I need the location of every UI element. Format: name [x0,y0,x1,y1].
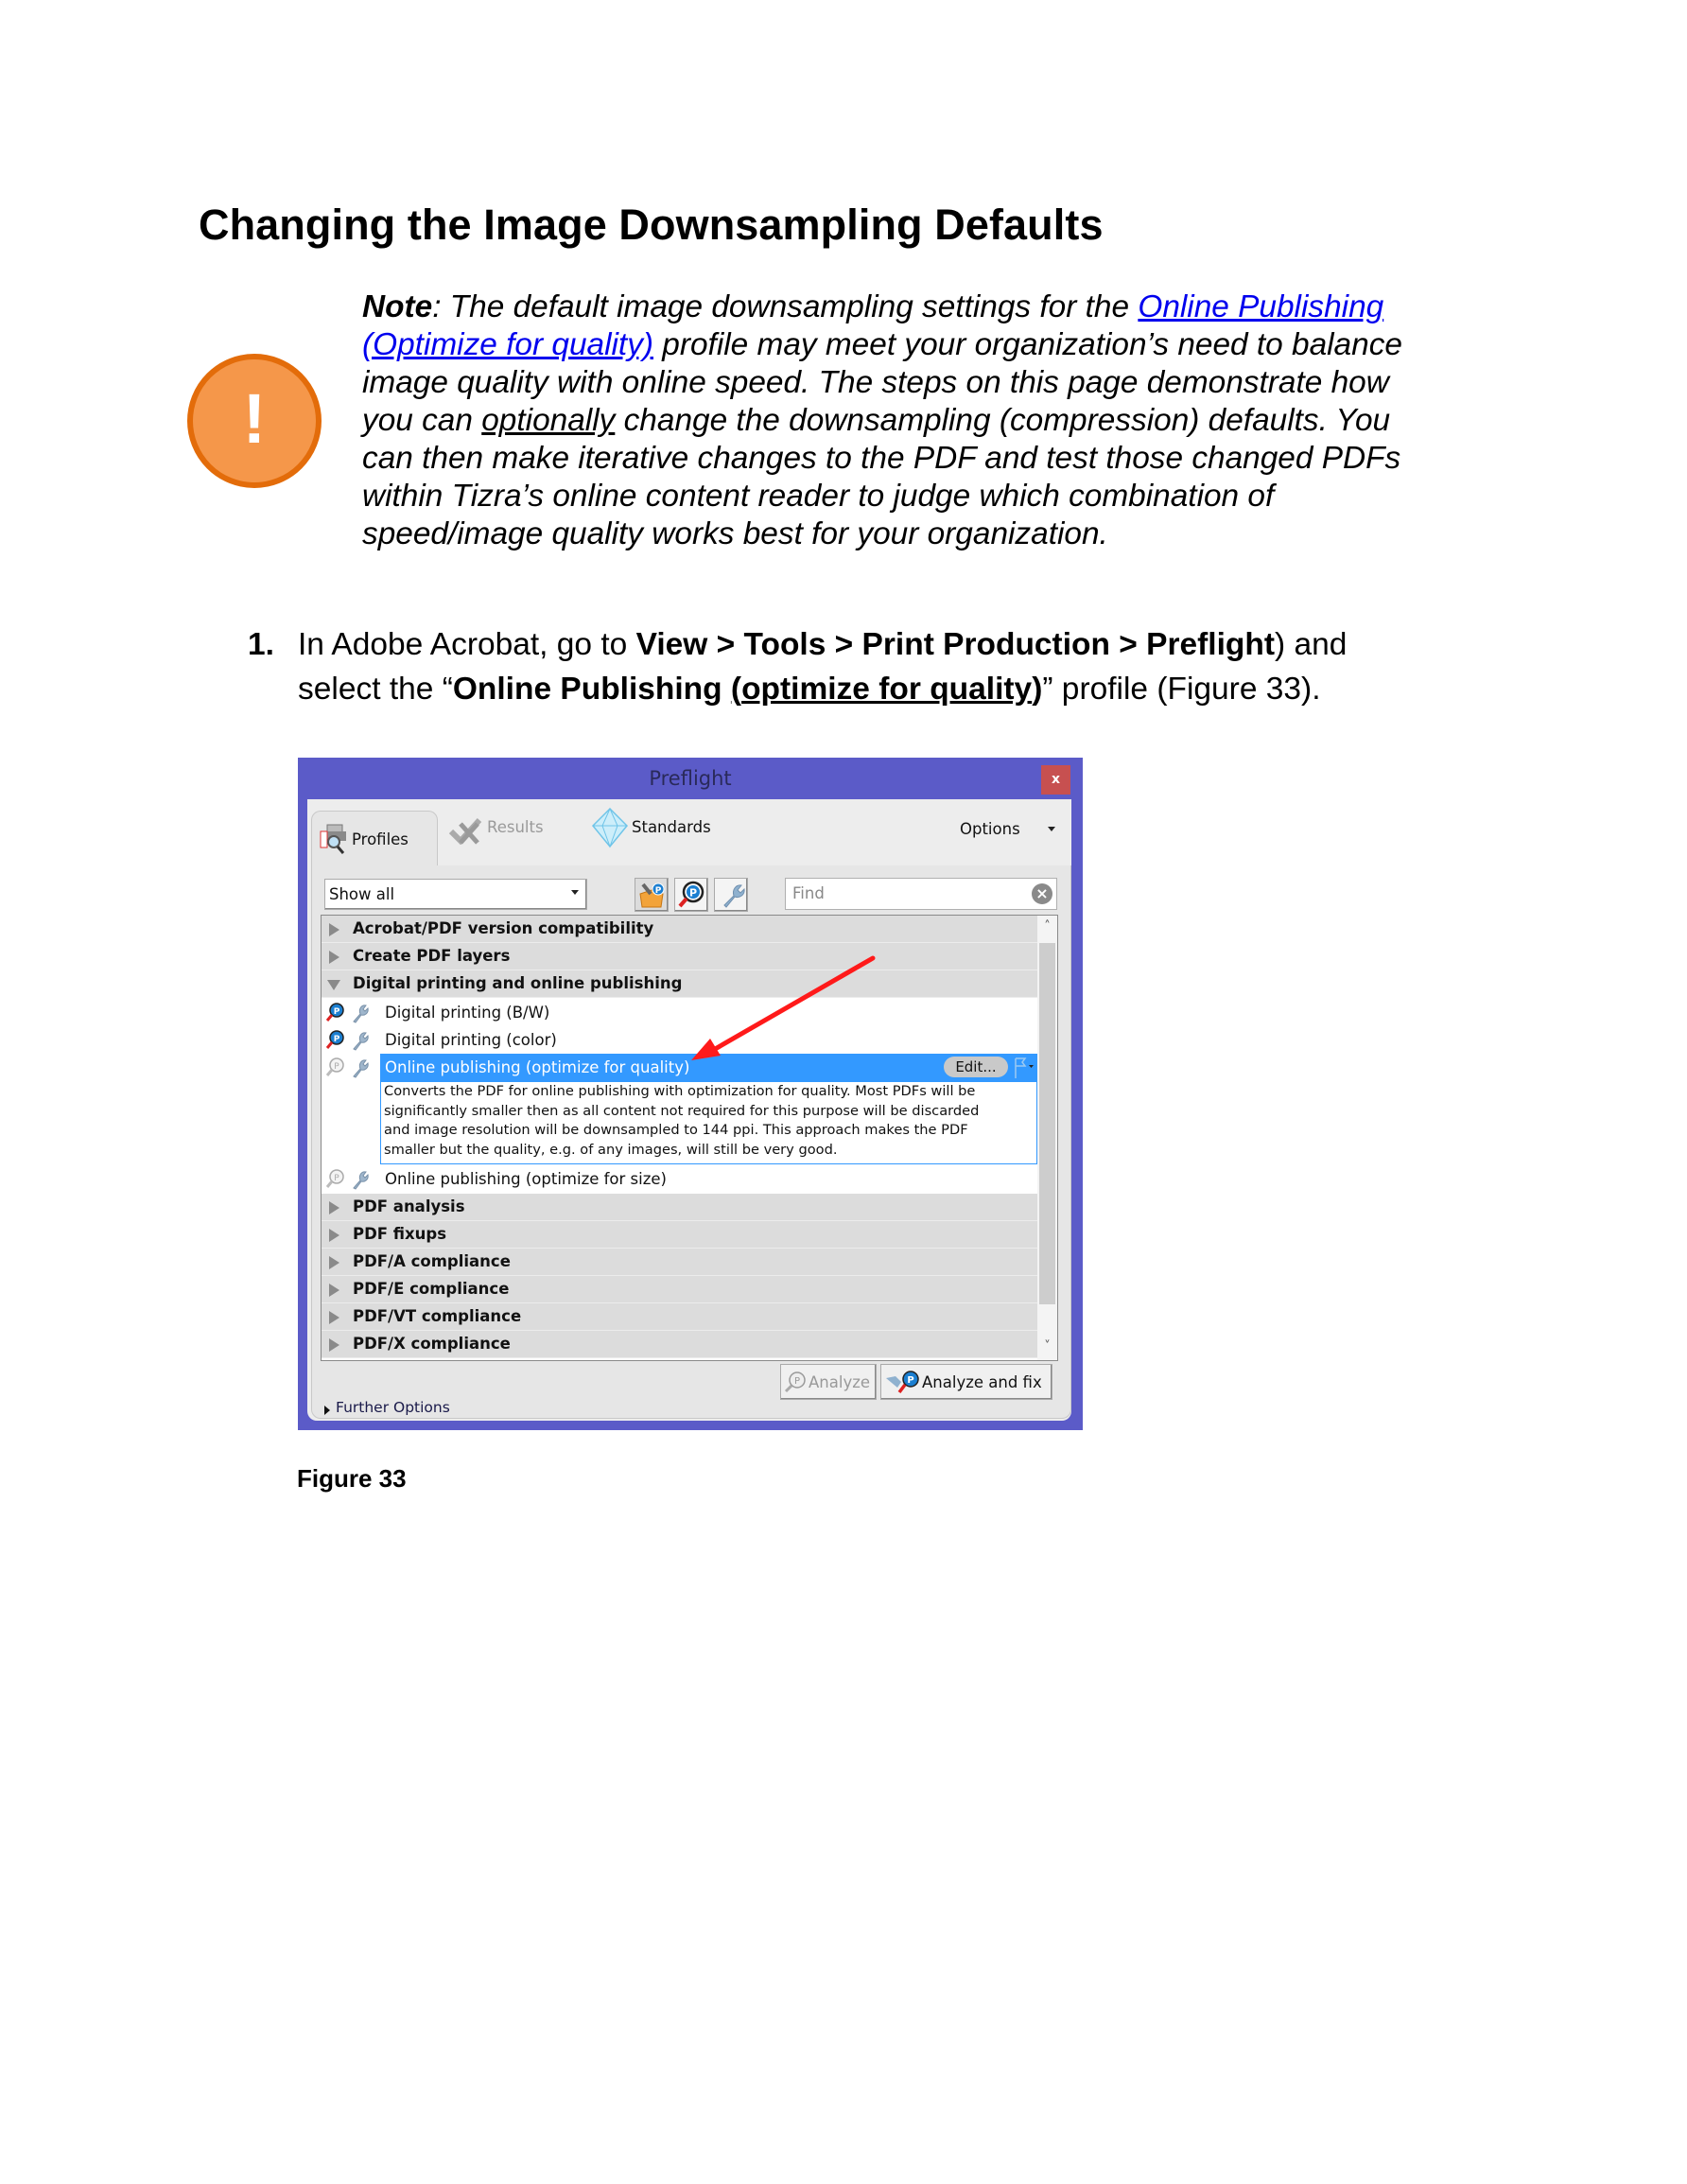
list-category[interactable] [322,1194,1037,1221]
collapse-arrow-icon[interactable] [327,980,340,990]
profile-name [453,672,1042,707]
description-line: smaller but the quality, e.g. of any images, will still be very good. [384,1141,838,1158]
expand-arrow-icon[interactable] [329,923,339,936]
svg-text:P: P [334,1062,339,1072]
menu-path: View > Tools > Print Production > Preflight [635,627,1275,662]
expand-arrow-icon[interactable] [329,1311,339,1324]
wrench-icon [350,1003,369,1023]
note-line [362,402,1478,440]
list-category[interactable] [322,1221,1037,1249]
flag-icon[interactable] [1014,1057,1035,1079]
note-line [362,288,1478,326]
description-line: and image resolution will be downsampled to 144 ppi. This approach makes the PDF [384,1122,968,1138]
note-label: Note [362,289,433,324]
note-text: profile may meet your organization’s need to balance [653,327,1402,362]
analyze-icon [325,1030,344,1049]
profiles-list[interactable] [321,915,1058,1361]
category-label: PDF fixups [353,1225,447,1243]
step-number: 1. [248,627,274,662]
filter-dropdown[interactable] [324,879,587,910]
svg-text:P: P [333,1007,340,1017]
profile-label: Digital printing (B/W) [385,1004,550,1022]
svg-text:P: P [654,886,662,896]
profile-description [380,1081,1037,1164]
wrench-icon [350,1057,369,1078]
analyze-icon [325,1003,344,1022]
find-placeholder: Find [792,884,825,902]
list-item[interactable] [322,1026,1037,1054]
analyze-label: Analyze [809,1373,871,1391]
expand-arrow-icon[interactable] [329,1229,339,1242]
list-category[interactable] [322,1249,1037,1276]
category-label: PDF/A compliance [353,1252,511,1270]
expand-arrow-icon [324,1406,330,1415]
analyze-icon [675,879,707,911]
fixup-button[interactable] [714,878,748,912]
list-item[interactable] [322,999,1037,1026]
dialog-panel [307,799,1071,1421]
further-options-label: Further Options [336,1399,450,1416]
dialog-title: Preflight [649,767,732,790]
options-label: Options [960,820,1020,838]
step-line [298,622,1347,667]
close-button[interactable]: x [1041,765,1070,795]
analyze-and-fix-button[interactable] [880,1364,1052,1400]
category-label: PDF/E compliance [353,1280,510,1298]
find-input[interactable] [785,878,1057,910]
note-line: can then make iterative changes to the PDF and test those changed PDFs [362,441,1401,476]
note-paragraph [362,288,1478,553]
wrench-icon [350,1030,369,1051]
tab-standards[interactable] [591,805,723,850]
step-text-part: ” profile (Figure 33). [1042,672,1321,707]
note-text: : The default image downsampling settings for the [432,289,1139,324]
list-item-selected[interactable] [322,1054,1037,1081]
expand-arrow-icon[interactable] [329,1338,339,1352]
analyze-profile-button[interactable] [674,878,708,912]
step-text-part: select the “ [298,672,453,707]
list-item[interactable] [322,1165,1037,1193]
profile-name-part: optimize for quality [741,672,1033,707]
svg-text:P: P [688,886,698,900]
analyze-disabled-icon [784,1371,807,1393]
analyze-and-fix-label: Analyze and fix [922,1373,1042,1391]
exclamation-icon: ! [242,379,267,458]
note-line: speed/image quality works best for your organization. [362,516,1108,551]
analyze-disabled-icon [325,1169,344,1188]
optionally-emphasis: optionally [481,403,616,438]
note-line: image quality with online speed. The steps on this page demonstrate how [362,365,1389,400]
results-icon [449,816,483,845]
online-publishing-link[interactable]: Online Publishing [1138,289,1384,324]
svg-text:P: P [907,1375,914,1386]
tab-standards-label: Standards [632,818,711,836]
list-scrollbar[interactable] [1037,916,1057,1360]
profiles-icon [320,823,350,855]
analyze-and-fix-icon [884,1369,922,1395]
clear-search-icon[interactable]: × [1032,883,1052,904]
edit-button[interactable]: Edit... [944,1057,1008,1077]
filter-value: Show all [329,885,395,903]
list-category[interactable] [322,1331,1037,1358]
chevron-down-icon [1048,827,1055,831]
tab-profiles-label: Profiles [352,830,409,848]
profile-name-part: Online Publishing [452,672,731,707]
scrollbar-thumb[interactable] [1039,943,1055,1304]
page-heading: Changing the Image Downsampling Defaults [199,201,1104,249]
note-text: you can [362,403,482,438]
expand-arrow-icon[interactable] [329,1284,339,1297]
profile-name-part: ( [730,672,742,707]
svg-text:P: P [334,1174,339,1183]
step-text [298,622,1347,711]
note-line [362,326,1478,364]
step-text-part: ) and [1275,627,1348,662]
list-category[interactable] [322,1303,1037,1331]
figure-caption: Figure 33 [297,1464,407,1493]
profile-name-underlined [731,672,1032,707]
tab-results[interactable] [449,812,572,850]
list-category[interactable] [322,943,1037,970]
warning-exclamation-icon [187,354,322,488]
description-line: Converts the PDF for online publishing with optimization for quality. Most PDFs will be [384,1083,976,1099]
category-label: PDF/VT compliance [353,1307,522,1325]
list-category[interactable] [322,1276,1037,1303]
profile-label: Online publishing (optimize for size) [385,1170,667,1188]
tab-profiles[interactable] [311,811,438,866]
tab-results-label: Results [487,818,544,836]
profile-name-part: ) [1032,672,1043,707]
step-text-part: In Adobe Acrobat, go to [298,627,636,662]
svg-text:P: P [793,1376,801,1387]
scroll-down-icon[interactable]: ˅ [1044,1339,1051,1354]
options-menu[interactable] [960,818,1064,847]
optimize-for-quality-link[interactable]: (Optimize for quality) [362,327,654,362]
category-label: PDF analysis [353,1197,465,1215]
fixup-profile-button[interactable] [635,878,669,912]
profile-label: Digital printing (color) [385,1031,557,1049]
category-label: Digital printing and online publishing [353,974,683,992]
preflight-dialog [298,758,1083,1430]
chevron-down-icon [571,890,579,895]
wrench-icon [715,879,747,911]
analyze-disabled-icon [325,1057,344,1076]
expand-arrow-icon[interactable] [329,1201,339,1214]
category-label: Create PDF layers [353,947,511,965]
expand-arrow-icon[interactable] [329,951,339,964]
list-category[interactable] [322,970,1037,998]
profile-label: Online publishing (optimize for quality) [385,1058,690,1076]
list-category[interactable] [322,916,1037,943]
wrench-icon [350,1169,369,1190]
category-label: PDF/X compliance [353,1335,511,1353]
category-label: Acrobat/PDF version compatibility [353,919,654,937]
description-line: significantly smaller then as all content not required for this purpose will be discarded [384,1102,980,1119]
svg-text:P: P [333,1035,340,1044]
step-line [298,667,1347,711]
scroll-up-icon[interactable]: ˄ [1044,919,1051,934]
analyze-button[interactable] [780,1364,877,1400]
fixup-profile-icon [635,879,668,911]
note-text: change the downsampling (compression) defaults. You [615,403,1391,438]
expand-arrow-icon[interactable] [329,1256,339,1269]
standards-icon [591,807,629,848]
note-line: within Tizra’s online content reader to judge which combination of [362,479,1275,514]
